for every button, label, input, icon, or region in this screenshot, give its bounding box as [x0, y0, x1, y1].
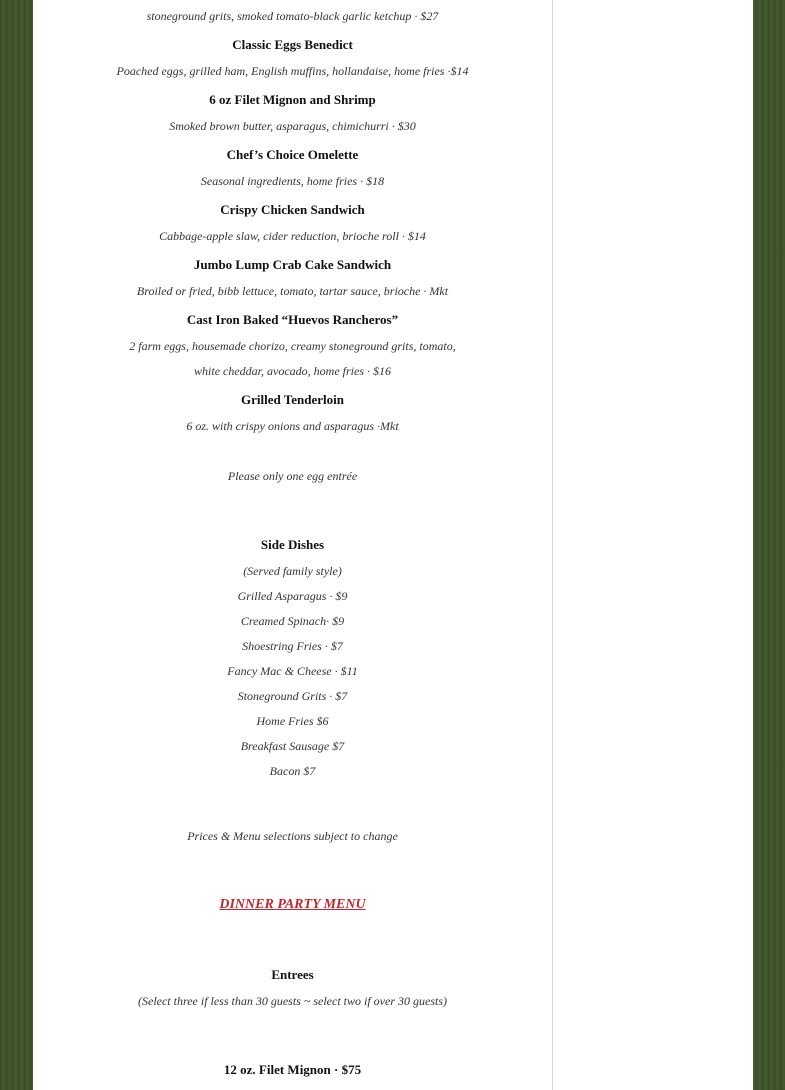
- item-title: 6 oz Filet Mignon and Shrimp: [209, 92, 376, 107]
- prices-note: Prices & Menu selections subject to change: [187, 829, 398, 843]
- side-item: Fancy Mac & Cheese · $11: [227, 664, 358, 678]
- side-item: Shoestring Fries · $7: [242, 639, 343, 653]
- entrees-heading: Entrees: [271, 967, 314, 982]
- item-description: Cabbage-apple slaw, cider reduction, brioche roll · $14: [159, 229, 426, 243]
- item-title: Grilled Tenderloin: [241, 392, 344, 407]
- side-item: Creamed Spinach· $9: [240, 614, 345, 628]
- entrees-note: (Select three if less than 30 guests ~ select two if over 30 guests): [138, 994, 447, 1008]
- item-description: white cheddar, avocado, home fries · $16: [194, 364, 391, 378]
- side-item: Stoneground Grits · $7: [237, 689, 348, 703]
- item-title: Cast Iron Baked “Huevos Rancheros”: [186, 312, 399, 327]
- item-title: Jumbo Lump Crab Cake Sandwich: [193, 257, 392, 272]
- item-title: Chef’s Choice Omelette: [226, 147, 359, 162]
- page-frame: [33, 0, 753, 1090]
- dinner-party-menu-link[interactable]: DINNER PARTY MENU: [219, 897, 366, 912]
- item-description: 6 oz. with crispy onions and asparagus ·Mkt: [186, 419, 399, 433]
- item-description: Broiled or fried, bibb lettuce, tomato, tartar sauce, brioche · Mkt: [136, 284, 449, 298]
- dinner-party-menu-link-row: [33, 895, 552, 913]
- egg-note: Please only one egg entrée: [227, 469, 358, 483]
- sides-heading: Side Dishes: [260, 537, 325, 552]
- side-item: Bacon $7: [269, 764, 316, 778]
- item-description: Seasonal ingredients, home fries · $18: [200, 174, 385, 188]
- side-item: Home Fries $6: [256, 714, 329, 728]
- item-title: 12 oz. Filet Mignon · $75: [223, 1062, 362, 1077]
- item-title: Crispy Chicken Sandwich: [220, 202, 365, 217]
- right-sidebar: [553, 0, 753, 1090]
- side-item: Breakfast Sausage $7: [240, 739, 345, 753]
- item-description: stoneground grits, smoked tomato-black garlic ketchup · $27: [146, 9, 439, 23]
- item-title: Classic Eggs Benedict: [232, 37, 353, 52]
- item-description: Poached eggs, grilled ham, English muffins, hollandaise, home fries ·$14: [116, 64, 469, 78]
- item-description: 2 farm eggs, housemade chorizo, creamy stoneground grits, tomato,: [129, 339, 456, 353]
- side-item: Grilled Asparagus · $9: [237, 589, 348, 603]
- sides-subtitle: (Served family style): [243, 564, 342, 578]
- menu-content: [33, 0, 553, 1090]
- item-description: Smoked brown butter, asparagus, chimichurri · $30: [169, 119, 416, 133]
